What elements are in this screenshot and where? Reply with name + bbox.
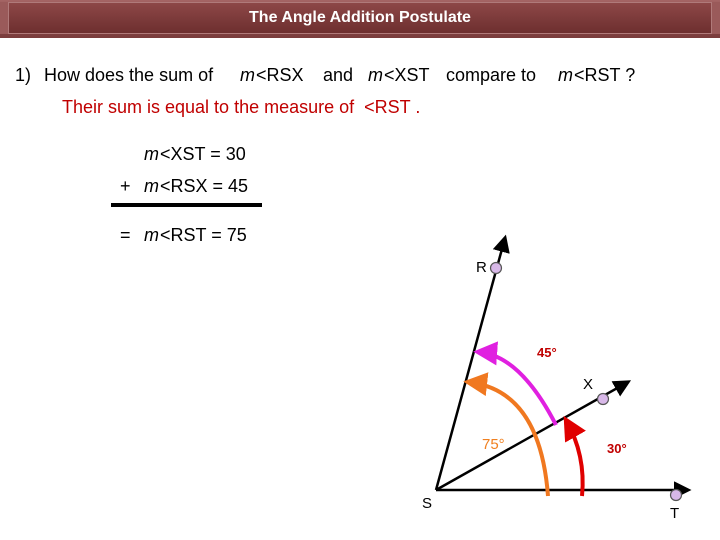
point-r	[491, 263, 502, 274]
angle-label-75: 75°	[482, 436, 505, 453]
equation-line-2-m: m	[144, 176, 159, 196]
question-text-start: How does the sum of	[44, 65, 214, 85]
angle-label-45: 45°	[537, 345, 557, 360]
question-number: 1)	[15, 65, 32, 85]
question-and: and	[323, 65, 354, 85]
question-m-1: m	[240, 65, 255, 85]
question-angle-xst: <XST	[384, 65, 430, 85]
question-angle-rsx: <RSX	[256, 65, 304, 85]
label-t: T	[670, 505, 680, 522]
page-title: The Angle Addition Postulate	[249, 9, 471, 26]
angle-label-30: 30°	[607, 441, 627, 456]
equation-line-2: <RSX = 45	[160, 176, 249, 196]
point-t	[671, 490, 682, 501]
equation-line-1: <XST = 30	[160, 144, 246, 164]
label-x: X	[583, 376, 594, 393]
point-x	[598, 394, 609, 405]
equation-line-3-m: m	[144, 225, 159, 245]
question-compare: compare to	[446, 65, 537, 85]
answer-text: Their sum is equal to the measure of <RST .	[62, 97, 421, 117]
equation-line-1-m: m	[144, 144, 159, 164]
question-angle-rst: <RST ?	[574, 65, 636, 85]
label-r: R	[476, 259, 487, 276]
equation-equals: =	[120, 225, 131, 245]
arc-xst	[566, 420, 583, 496]
equation-plus: +	[120, 176, 131, 196]
question-m-3: m	[558, 65, 573, 85]
question-m-2: m	[368, 65, 383, 85]
equation-line-3: <RST = 75	[160, 225, 247, 245]
label-s: S	[422, 495, 433, 512]
arc-rst	[468, 382, 548, 496]
